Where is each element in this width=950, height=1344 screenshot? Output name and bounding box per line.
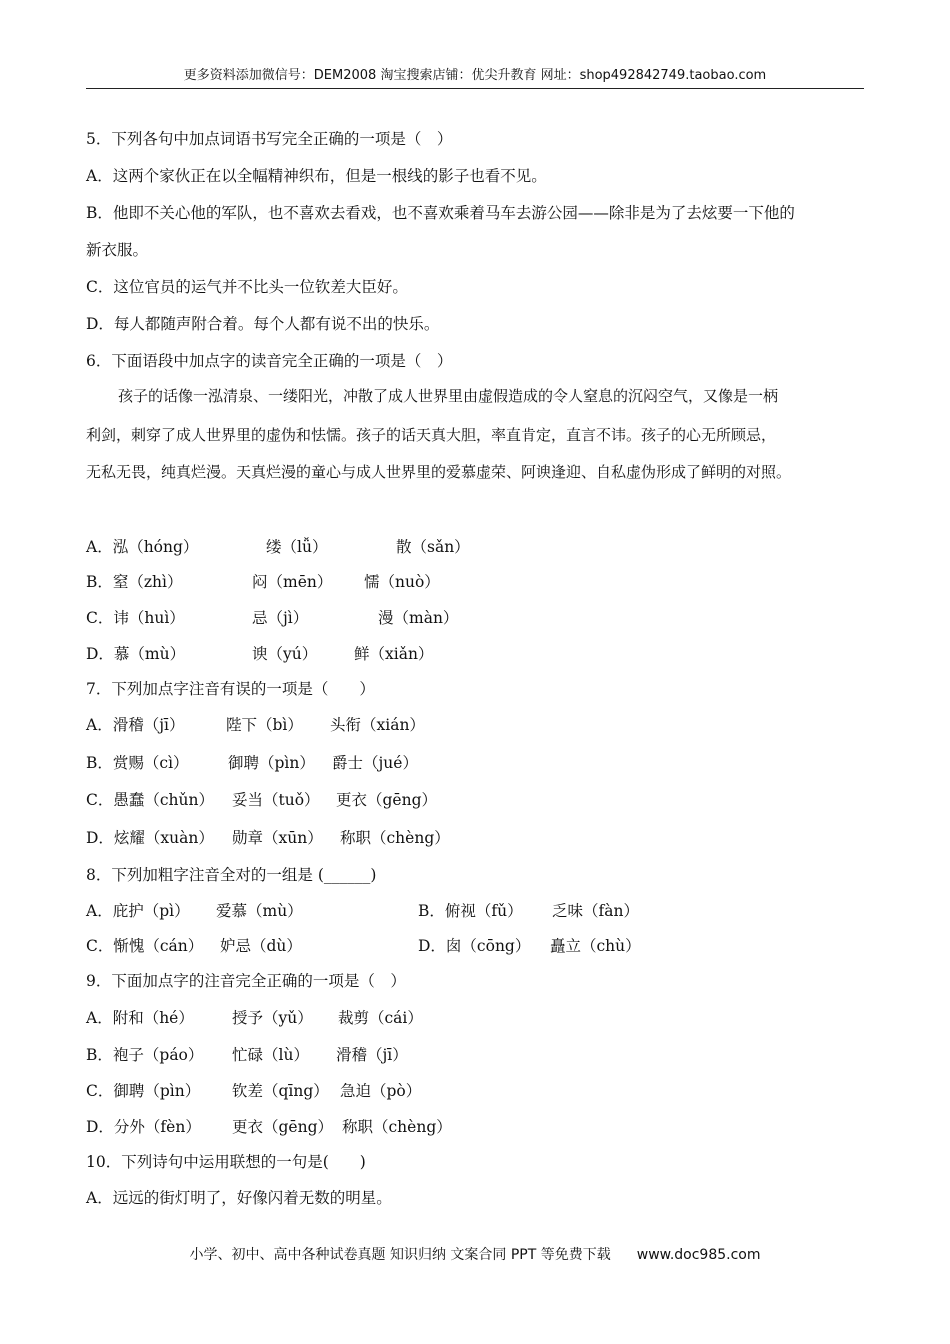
page-footer bbox=[0, 1244, 950, 1264]
q6-stem: 6．下面语段中加点字的读音完全正确的一项是（ ） bbox=[86, 352, 453, 370]
q6-option-a-2: 缕（lǚ） bbox=[266, 538, 328, 556]
q8-answer-blank: (______) bbox=[317, 866, 377, 884]
q6-option-d-3: 鲜（xiǎn） bbox=[354, 645, 434, 663]
q8-option-a-1: A．庇护（pì） bbox=[86, 902, 190, 920]
q6-option-b-2: 闷（mēn） bbox=[252, 573, 333, 591]
q6-passage-line3: 无私无畏，纯真烂漫。天真烂漫的童心与成人世界里的爱慕虚荣、阿谀逢迎、自私虚伪形成了鲜明的对照。 bbox=[86, 463, 792, 481]
q8-stem bbox=[86, 864, 376, 886]
q8-option-d-2: 矗立（chù） bbox=[550, 937, 641, 955]
q6-option-c-3: 漫（màn） bbox=[378, 609, 459, 627]
q9-stem: 9．下面加点字的注音完全正确的一项是（ ） bbox=[86, 972, 406, 990]
q10-stem: 10．下列诗句中运用联想的一句是( ) bbox=[86, 1153, 366, 1171]
q6-option-a-1: A．泓（hóng） bbox=[86, 538, 199, 556]
q7-option-a-2: 陛下（bì） bbox=[226, 716, 303, 734]
q9-option-c-2: 钦差（qīng） bbox=[232, 1082, 329, 1100]
q10-option-a: A．远远的街灯明了，好像闪着无数的明星。 bbox=[86, 1189, 392, 1207]
q7-option-b-1: B．赏赐（cì） bbox=[86, 754, 189, 772]
footer-text: 小学、初中、高中各种试卷真题 知识归纳 文案合同 PPT 等免费下载 bbox=[189, 1247, 611, 1263]
q9-option-b-3: 滑稽（jī） bbox=[336, 1046, 408, 1064]
q9-option-d-2: 更衣（gēng） bbox=[232, 1118, 334, 1136]
q9-option-d-3: 称职（chèng） bbox=[342, 1118, 452, 1136]
q6-passage-line2: 利剑，刺穿了成人世界里的虚伪和怯懦。孩子的话天真大胆，率直肯定，直言不讳。孩子的心无所顾忌， bbox=[86, 426, 777, 444]
q6-option-d-1: D．慕（mù） bbox=[86, 645, 186, 663]
q9-option-b-1: B．袍子（páo） bbox=[86, 1046, 204, 1064]
q7-option-d-1: D．炫耀（xuàn） bbox=[86, 829, 214, 847]
q9-option-d-1: D．分外（fèn） bbox=[86, 1118, 201, 1136]
q5-option-a: A．这两个家伙正在以全幅精神织布，但是一根线的影子也看不见。 bbox=[86, 167, 547, 185]
q6-option-c-2: 忌（jì） bbox=[252, 609, 309, 627]
q8-option-c-2: 妒忌（dù） bbox=[220, 937, 302, 955]
q9-option-a-1: A．附和（hé） bbox=[86, 1009, 194, 1027]
q7-stem: 7．下列加点字注音有误的一项是（ ） bbox=[86, 680, 375, 698]
q8-option-d-1: D．囱（cōng） bbox=[418, 937, 531, 955]
q6-option-d-2: 谀（yú） bbox=[252, 645, 318, 663]
q5-option-c: C．这位官员的运气并不比头一位钦差大臣好。 bbox=[86, 278, 408, 296]
q5-option-d: D．每人都随声附合着。每个人都有说不出的快乐。 bbox=[86, 315, 440, 333]
q8-stem-text: 8．下列加粗字注音全对的一组是 bbox=[86, 866, 313, 884]
q6-option-b-1: B．窒（zhì） bbox=[86, 573, 183, 591]
q8-option-a-2: 爱慕（mù） bbox=[216, 902, 303, 920]
q5-option-b-line1: B．他即不关心他的军队，也不喜欢去看戏，也不喜欢乘着马车去游公园——除非是为了去炫要一下他的 bbox=[86, 204, 795, 222]
q7-option-c-2: 妥当（tuǒ） bbox=[232, 791, 320, 809]
q7-option-b-2: 御聘（pìn） bbox=[228, 754, 315, 772]
q6-option-c-1: C．讳（huì） bbox=[86, 609, 185, 627]
q9-option-c-3: 急迫（pò） bbox=[340, 1082, 422, 1100]
q6-option-a-3: 散（sǎn） bbox=[396, 538, 470, 556]
q7-option-c-1: C．愚蠢（chǔn） bbox=[86, 791, 214, 809]
q7-option-a-3: 头衔（xián） bbox=[330, 716, 425, 734]
q7-option-d-3: 称职（chèng） bbox=[340, 829, 450, 847]
q9-option-a-3: 裁剪（cái） bbox=[338, 1009, 423, 1027]
q8-option-b-1: B．俯视（fǔ） bbox=[418, 902, 523, 920]
q6-passage-line1: 孩子的话像一泓清泉、一缕阳光，冲散了成人世界里由虚假造成的令人窒息的沉闷空气，又像是一柄 bbox=[118, 387, 779, 405]
q9-option-a-2: 授予（yǔ） bbox=[232, 1009, 313, 1027]
q5-option-b-line2: 新衣服。 bbox=[86, 241, 149, 259]
q8-option-c-1: C．惭愧（cán） bbox=[86, 937, 204, 955]
q5-stem: 5．下列各句中加点词语书写完全正确的一项是（ ） bbox=[86, 130, 453, 148]
q9-option-c-1: C．御聘（pìn） bbox=[86, 1082, 201, 1100]
q7-option-c-3: 更衣（gēng） bbox=[336, 791, 438, 809]
q9-option-b-2: 忙碌（lù） bbox=[232, 1046, 309, 1064]
page-header: 更多资料添加微信号：DEM2008 淘宝搜索店铺：优尖升教育 网址：shop492842749.taobao.com bbox=[86, 66, 864, 89]
q7-option-a-1: A．滑稽（jī） bbox=[86, 716, 185, 734]
q7-option-d-2: 勋章（xūn） bbox=[232, 829, 323, 847]
q6-option-b-3: 懦（nuò） bbox=[364, 573, 440, 591]
q7-option-b-3: 爵士（jué） bbox=[332, 754, 418, 772]
footer-url: www.doc985.com bbox=[636, 1247, 761, 1263]
q8-option-b-2: 乏味（fàn） bbox=[552, 902, 639, 920]
